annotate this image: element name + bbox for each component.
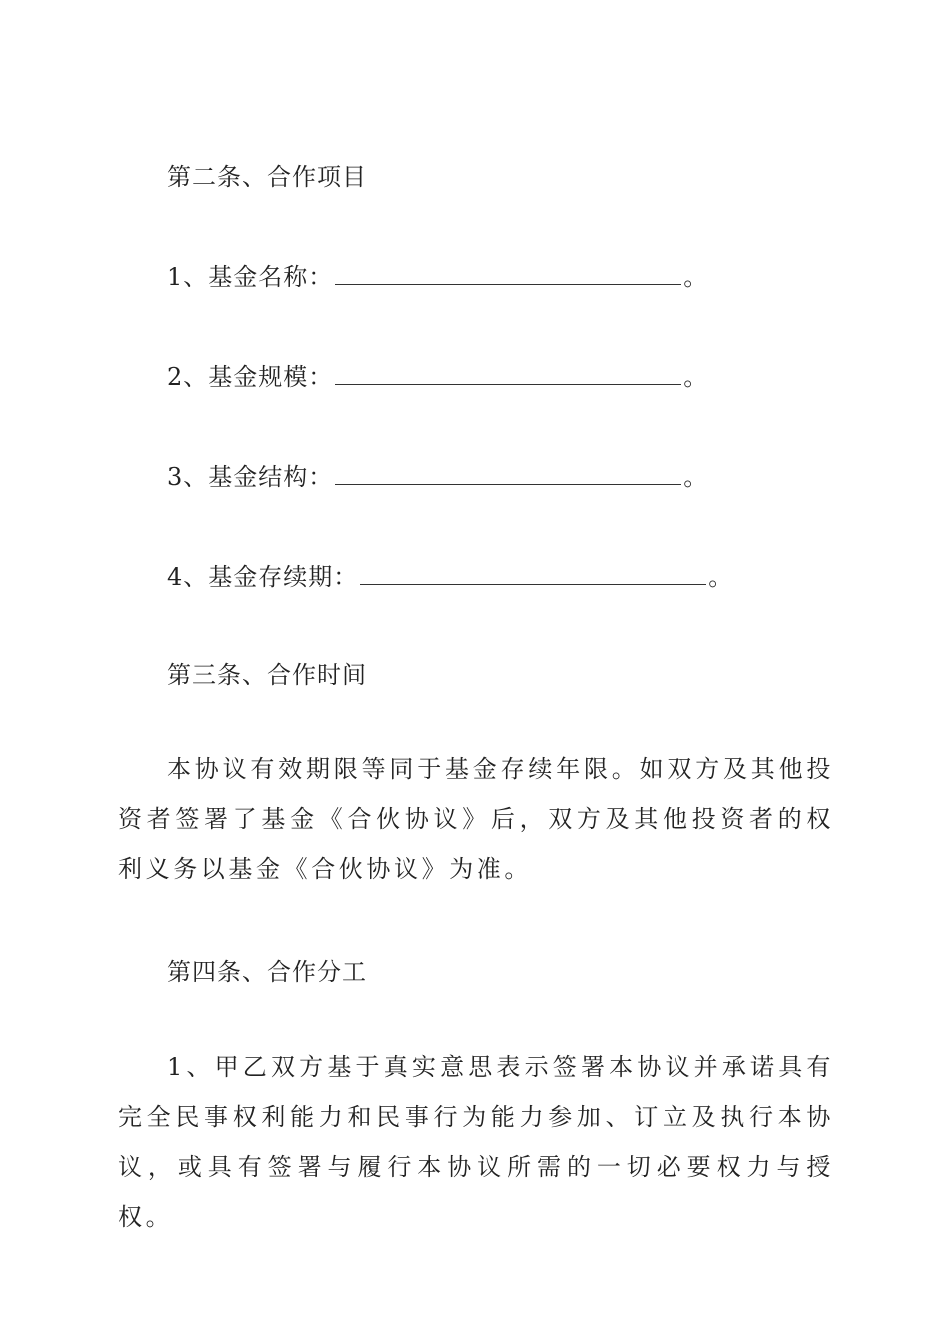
fund-structure-field [167, 462, 708, 492]
article-2-heading: 第二条、合作项目 [167, 163, 367, 191]
article-4-heading: 第四条、合作分工 [167, 958, 367, 986]
field-end: 。 [683, 363, 709, 391]
field-label: 4、基金存续期： [167, 563, 359, 591]
field-label: 2、基金规模： [167, 363, 334, 391]
field-end: 。 [708, 563, 734, 591]
field-end: 。 [683, 263, 709, 291]
fund-size-blank[interactable] [335, 362, 681, 385]
article-3-heading: 第三条、合作时间 [167, 661, 367, 689]
field-label: 1、基金名称： [167, 263, 334, 291]
field-end: 。 [683, 463, 709, 491]
field-label: 3、基金结构： [167, 463, 334, 491]
fund-structure-blank[interactable] [335, 462, 681, 485]
fund-name-blank[interactable] [335, 262, 681, 285]
fund-name-field [167, 262, 708, 292]
article-4-item-1: 1、甲乙双方基于真实意思表示签署本协议并承诺具有完全民事权利能力和民事行为能力参加、订立及执行本协议，或具有签署与履行本协议所需的一切必要权力与授权。 [118, 1053, 834, 1231]
fund-duration-field [167, 562, 733, 592]
fund-duration-blank[interactable] [360, 562, 706, 585]
article-3-paragraph: 本协议有效期限等同于基金存续年限。如双方及其他投资者签署了基金《合伙协议》后，双方及其他投资者的权利义务以基金《合伙协议》为准。 [118, 755, 834, 883]
fund-size-field [167, 362, 708, 392]
